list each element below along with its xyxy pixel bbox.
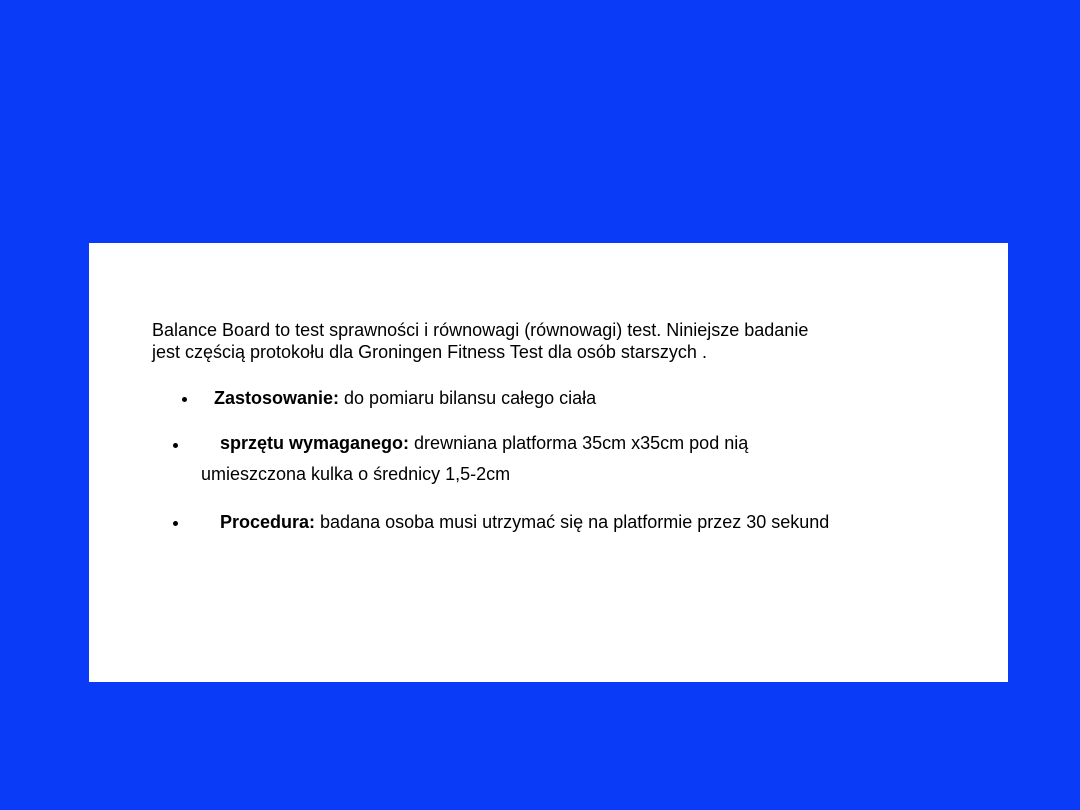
intro-paragraph xyxy=(152,319,808,363)
bullet-icon xyxy=(173,443,178,448)
item-label: Zastosowanie: xyxy=(214,388,340,408)
content-panel xyxy=(89,243,1008,682)
bullet-icon xyxy=(182,397,187,402)
intro-line-2: jest częścią protokołu dla Groningen Fitness Test dla osób starszych . xyxy=(152,342,707,362)
item-text: badana osoba musi utrzymać się na platformie przez 30 sekund xyxy=(315,512,830,532)
item-text: drewniana platforma 35cm x35cm pod nią xyxy=(409,433,749,453)
intro-line-1: Balance Board to test sprawności i równowagi (równowagi) test. Niniejsze badanie xyxy=(152,320,809,340)
item-label: Procedura: xyxy=(220,512,316,532)
item-label: sprzętu wymaganego: xyxy=(220,433,410,453)
list-item-zastosowanie xyxy=(214,387,596,409)
list-item-sprzet xyxy=(220,432,748,454)
list-item-procedura xyxy=(220,511,829,533)
item-text: do pomiaru bilansu całego ciała xyxy=(339,388,597,408)
bullet-icon xyxy=(173,521,178,526)
list-item-sprzet-continuation: umieszczona kulka o średnicy 1,5-2cm xyxy=(201,464,511,484)
